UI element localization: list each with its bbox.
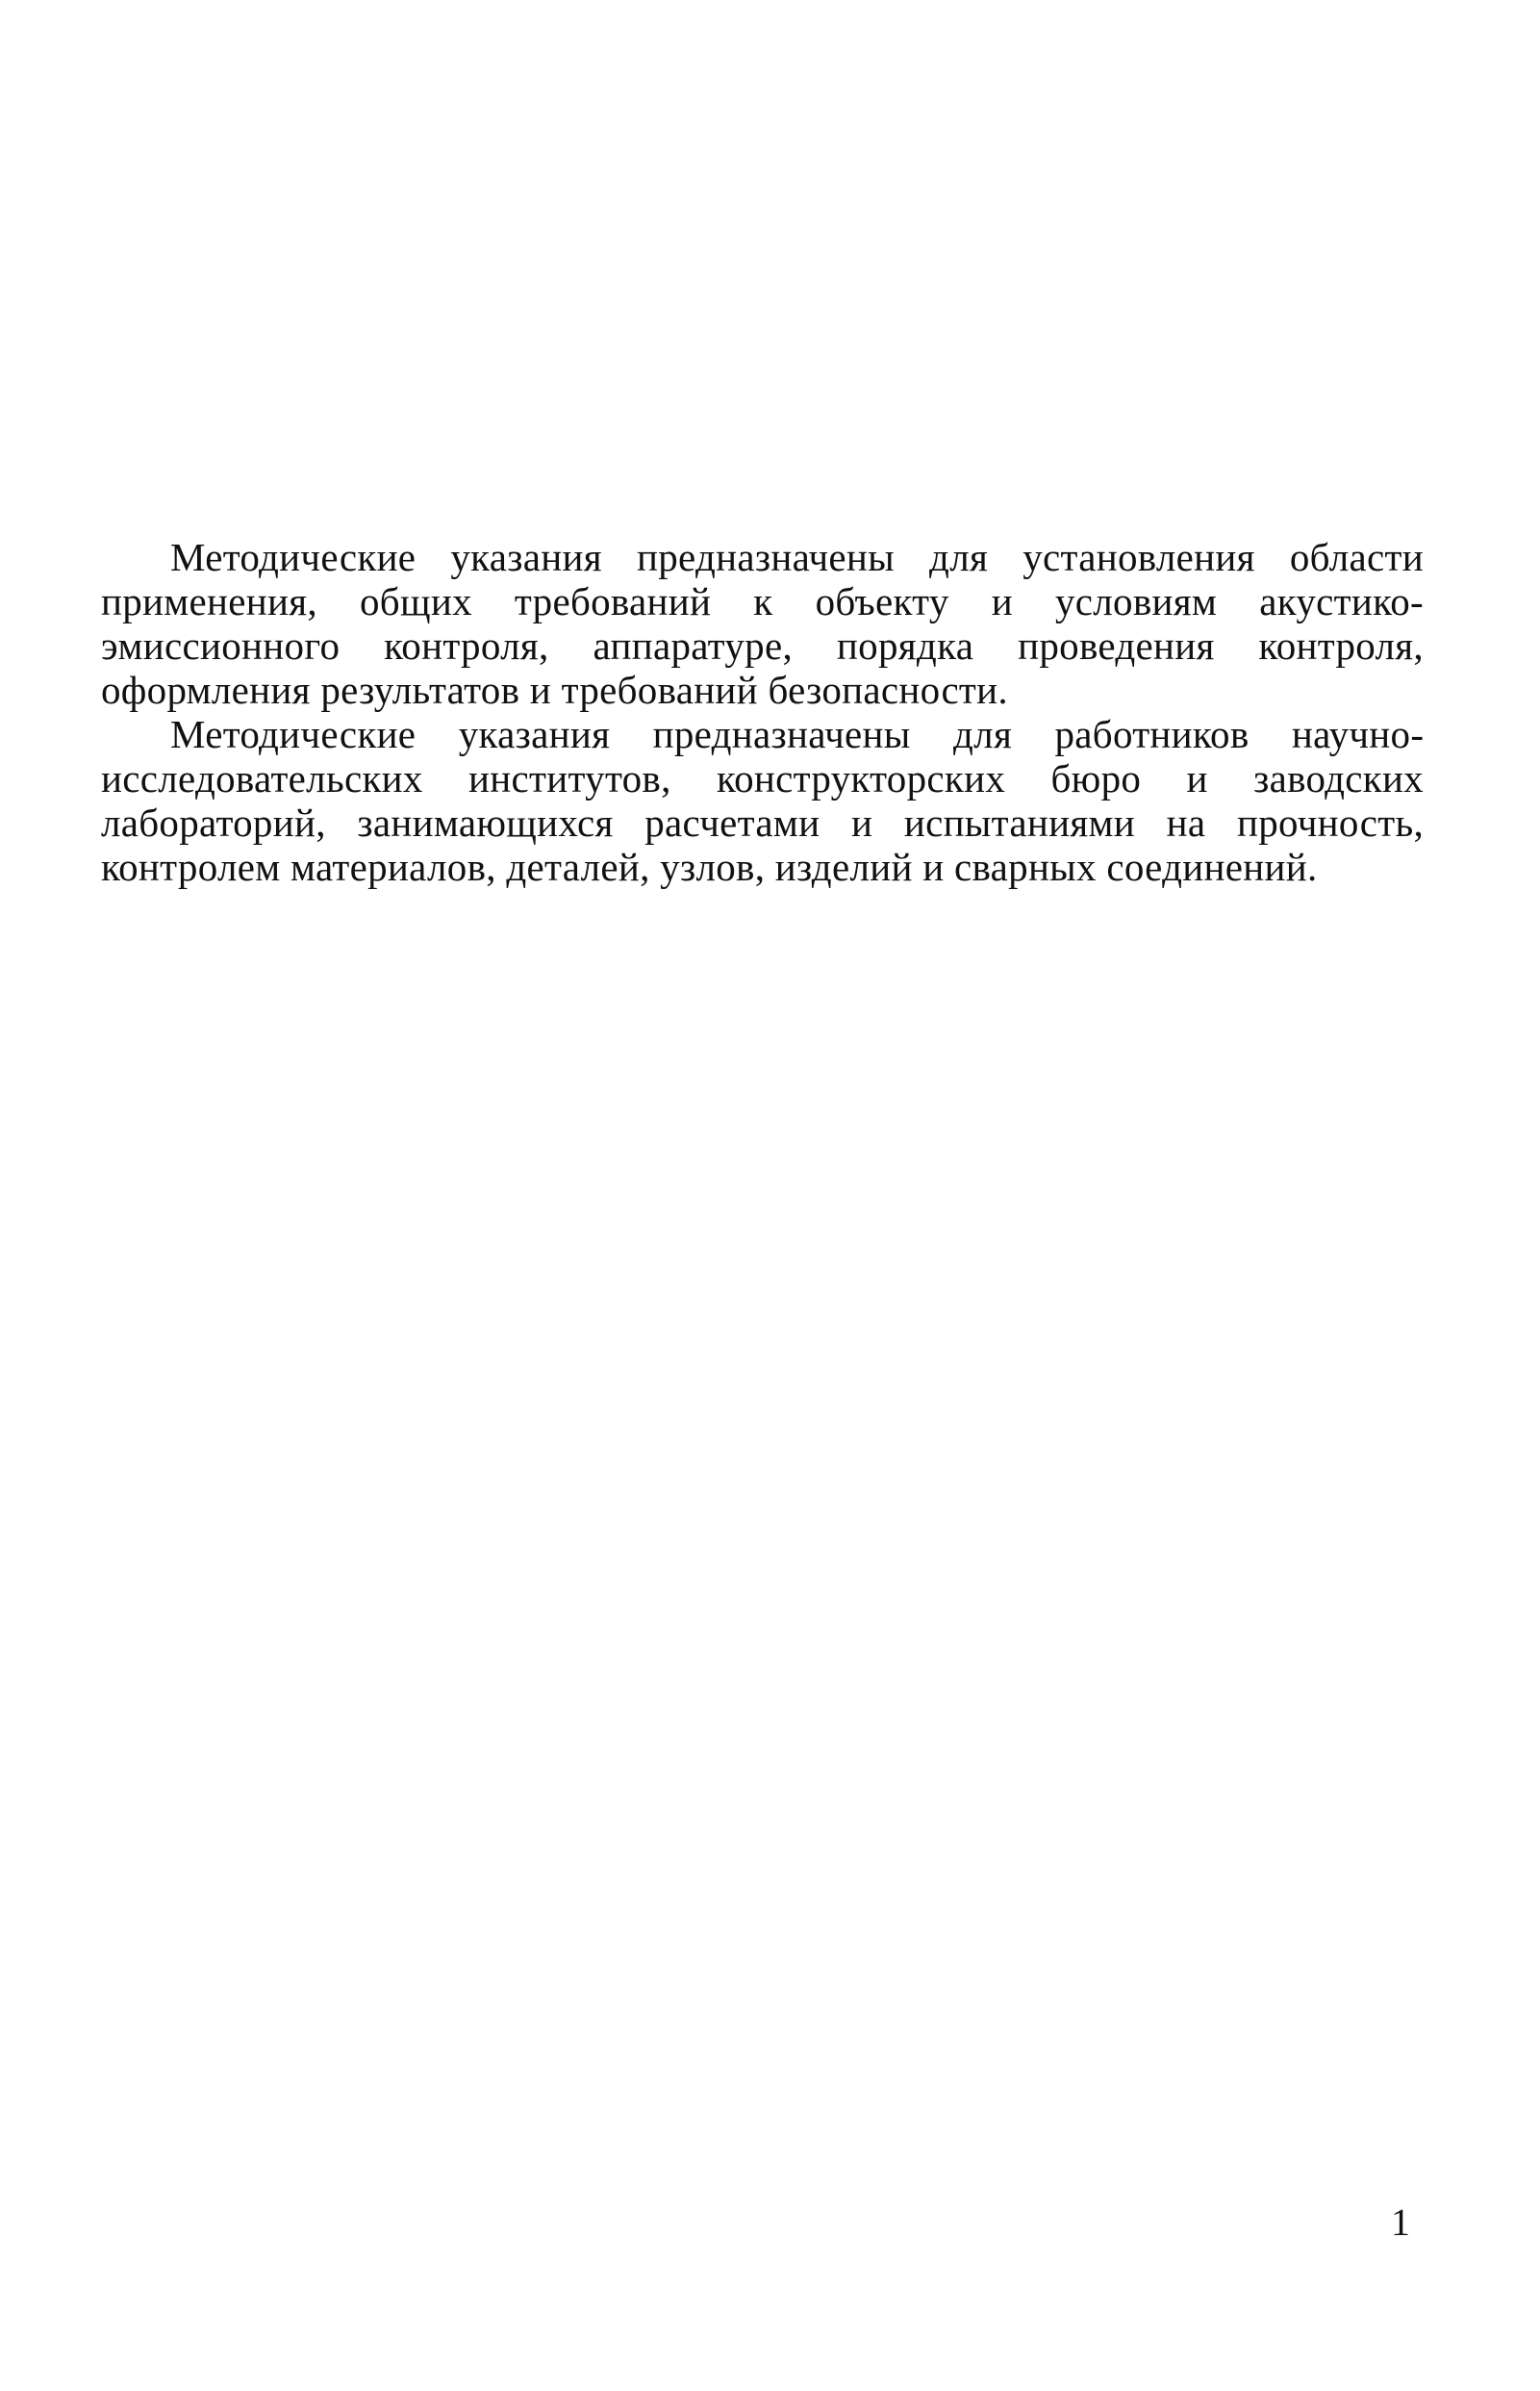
- body-text: [101, 535, 1424, 889]
- paragraph-audience: Методические указания предназначены для работников научноисследовательских институтов, конструкторских бюро и заводских лабораторий, занимающихся расчетами и испытаниями на прочность, контролем материалов, деталей, узлов, изделий и сварных соединений.: [101, 712, 1424, 889]
- page-number: 1: [1391, 2200, 1410, 2244]
- paragraph-scope: Методические указания предназначены для установления области применения, общих требований к объекту и условиям акустико-эмиссионного контроля, аппаратуре, порядка проведения контроля, оформления результатов и требований безопасности.: [101, 535, 1424, 712]
